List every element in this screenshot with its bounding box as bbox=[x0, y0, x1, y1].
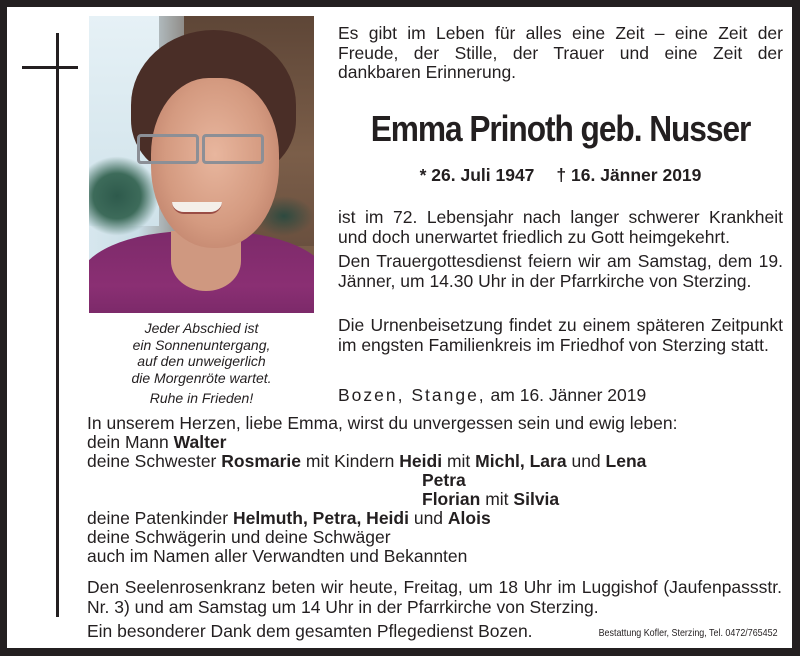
mourners-intro: In unserem Herzen, liebe Emma, wirst du unvergessen sein und ewig leben: bbox=[87, 413, 678, 433]
deceased-name: Emma Prinoth geb. Nusser bbox=[370, 108, 751, 149]
portrait-photo bbox=[89, 16, 314, 313]
funeral-service-paragraph: Den Trauergottesdienst feiern wir am Samstag, dem 19. Jänner, um 14.30 Uhr in der Pfarrkirche von Sterzing. bbox=[338, 251, 783, 291]
announcement-paragraph: ist im 72. Lebensjahr nach langer schwerer Krankheit und doch unerwartet friedlich zu Gott heimgekehrt. bbox=[338, 207, 783, 247]
quote-line: ein Sonnenuntergang, bbox=[132, 336, 271, 353]
mourner-godchildren: deine Patenkinder Helmuth, Petra, Heidi und Alois bbox=[87, 508, 491, 528]
thanks-line: Ein besonderer Dank dem gesamten Pflegedienst Bozen. bbox=[87, 621, 533, 641]
life-dates bbox=[338, 165, 783, 185]
mourner-husband: dein Mann Walter bbox=[87, 432, 227, 452]
mourner-niece: Petra bbox=[422, 470, 466, 490]
cross-icon-vertical bbox=[56, 33, 59, 617]
rosary-paragraph: Den Seelenrosenkranz beten wir heute, Freitag, um 18 Uhr im Luggishof (Jaufenpassstr. Nr. 3) und am Samstag um 14 Uhr in der Pfarrkirche von Sterzing. bbox=[87, 577, 782, 617]
quote-line: auf den unweigerlich bbox=[137, 353, 266, 369]
rest-in-peace: Ruhe in Frieden! bbox=[149, 390, 254, 406]
memorial-quote bbox=[89, 320, 314, 407]
mourner-sister: deine Schwester Rosmarie mit Kindern Heidi mit Michl, Lara und Lena bbox=[87, 451, 647, 471]
quote-line: die Morgenröte wartet. bbox=[131, 369, 272, 386]
death-date: † 16. Jänner 2019 bbox=[556, 165, 702, 185]
quote-line: Jeder Abschied ist bbox=[144, 320, 259, 336]
motto-text: Es gibt im Leben für alles eine Zeit – eine Zeit der Freude, der Stille, der Trauer und eine Zeit der dankbaren Erinnerung. bbox=[338, 23, 783, 82]
cross-icon-horizontal bbox=[22, 66, 78, 69]
mourner-in-laws: deine Schwägerin und deine Schwäger bbox=[87, 527, 391, 547]
mourners-list bbox=[87, 414, 787, 566]
undertaker-credit: Bestattung Kofler, Sterzing, Tel. 0472/765452 bbox=[599, 627, 778, 639]
place: Bozen, Stange, bbox=[338, 385, 486, 405]
place-date-line bbox=[338, 385, 783, 405]
birth-date: * 26. Juli 1947 bbox=[419, 165, 535, 185]
urn-burial-paragraph: Die Urnenbeisetzung findet zu einem späteren Zeitpunkt im engsten Familienkreis im Friedhof von Sterzing statt. bbox=[338, 315, 783, 355]
mourner-nephew: Florian mit Silvia bbox=[422, 489, 560, 509]
notice-date: am 16. Jänner 2019 bbox=[490, 385, 647, 405]
obituary-notice bbox=[7, 7, 792, 648]
mourner-on-behalf: auch im Namen aller Verwandten und Bekannten bbox=[87, 546, 468, 566]
